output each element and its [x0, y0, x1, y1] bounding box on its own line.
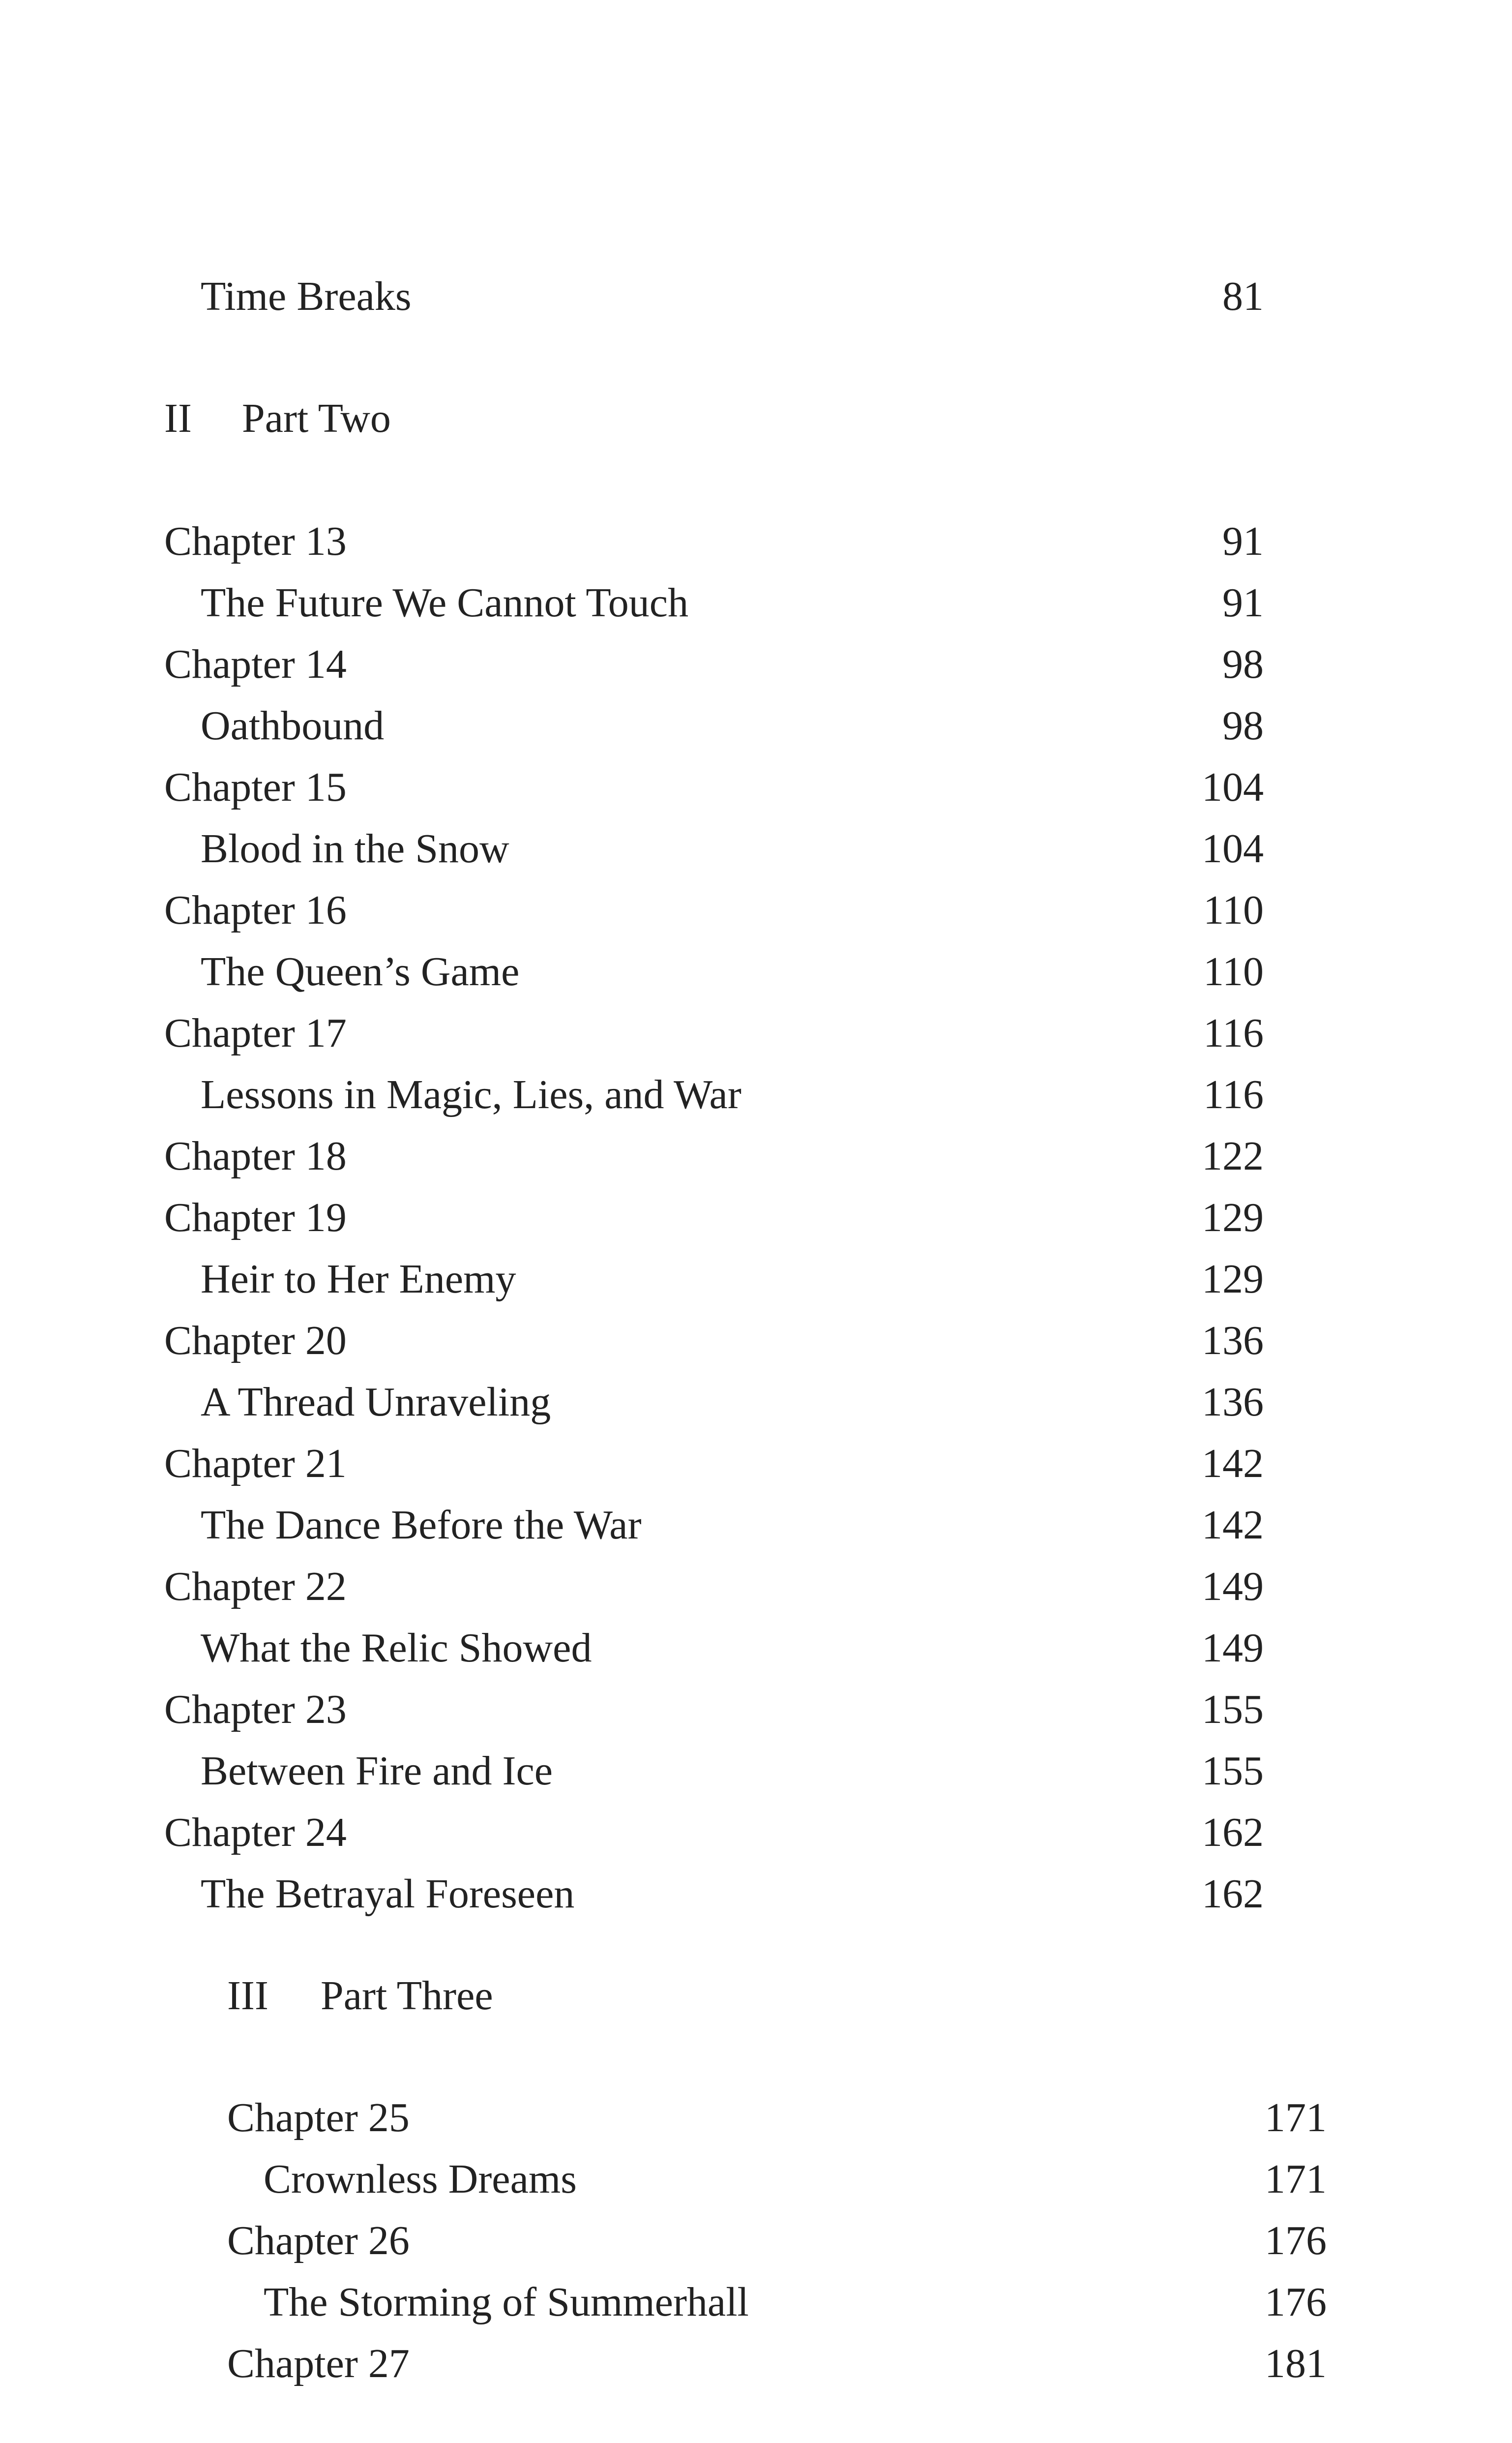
toc-entry-title: Between Fire and Ice	[201, 1748, 553, 1794]
toc-chapter-entry	[164, 1679, 1264, 1740]
toc-entry-page: 110	[1203, 949, 1264, 995]
toc-subtitle-entry	[164, 818, 1264, 879]
toc-subtitle-entry	[164, 1494, 1264, 1556]
toc-entry-page: 116	[1203, 1072, 1264, 1117]
toc-entry-page: 116	[1203, 1010, 1264, 1056]
toc-subtitle-entry	[164, 695, 1264, 756]
toc-entry-page: 171	[1265, 2156, 1327, 2202]
toc-entry-title: Chapter 18	[164, 1133, 347, 1179]
part-title: Part Three	[321, 1973, 493, 2019]
toc-entry-title: Chapter 26	[227, 2218, 410, 2263]
toc-entry-page: 98	[1222, 703, 1264, 749]
toc-subtitle-entry	[164, 1617, 1264, 1679]
toc-entry-title: Lessons in Magic, Lies, and War	[201, 1072, 741, 1117]
toc-subtitle-entry	[227, 2148, 1327, 2210]
toc-subtitle-entry	[164, 1064, 1264, 1125]
toc-entry-title: The Betrayal Foreseen	[201, 1871, 575, 1917]
toc-entry-title: Chapter 24	[164, 1810, 347, 1855]
toc-entry-title: Chapter 27	[227, 2341, 410, 2386]
toc-entry-title: What the Relic Showed	[201, 1625, 592, 1671]
toc-entry-page: 142	[1202, 1441, 1264, 1486]
toc-entry-title: Heir to Her Enemy	[201, 1256, 516, 1302]
toc-entry-page: 176	[1265, 2218, 1327, 2263]
toc-entry-title: The Queen’s Game	[201, 949, 520, 995]
toc-entry-page: 91	[1222, 580, 1264, 626]
toc-chapter-entry	[164, 1002, 1264, 1064]
toc-entry-title: Time Breaks	[201, 273, 412, 319]
toc-entry-title: Chapter 21	[164, 1441, 347, 1486]
toc-chapter-entry	[227, 2087, 1327, 2148]
toc-entry-page: 149	[1202, 1625, 1264, 1671]
toc-entry-page: 129	[1202, 1195, 1264, 1240]
part-title: Part Two	[242, 395, 391, 441]
toc-chapter-entry	[164, 1556, 1264, 1617]
toc-entry-title: Blood in the Snow	[201, 826, 509, 872]
toc-entry-page: 129	[1202, 1256, 1264, 1302]
toc-chapter-entry	[164, 633, 1264, 695]
toc-entry-title: Chapter 20	[164, 1318, 347, 1363]
toc-entry-page: 91	[1222, 518, 1264, 564]
toc-entry-page: 162	[1202, 1871, 1264, 1917]
part-numeral: II	[164, 395, 192, 441]
toc-entry-title: Chapter 17	[164, 1010, 347, 1056]
toc-entry-page: 162	[1202, 1810, 1264, 1855]
toc-subtitle-entry	[164, 1740, 1264, 1802]
toc-entry-title: Chapter 23	[164, 1687, 347, 1732]
toc-entry-page: 110	[1203, 887, 1264, 933]
toc-chapter-entry	[164, 1310, 1264, 1371]
toc-entry-title: Chapter 19	[164, 1195, 347, 1240]
toc-entry-page: 142	[1202, 1502, 1264, 1548]
toc-chapter-entry	[164, 1125, 1264, 1187]
toc-entry-title: Oathbound	[201, 703, 385, 749]
toc-subtitle-entry	[227, 2271, 1327, 2333]
toc-entry-page: 155	[1202, 1687, 1264, 1732]
toc-entry-title: Chapter 25	[227, 2095, 410, 2141]
toc-chapter-entry	[164, 756, 1264, 818]
toc-entry-page: 136	[1202, 1379, 1264, 1425]
toc-entry-page: 81	[1222, 273, 1264, 319]
toc-entry-title: Chapter 14	[164, 641, 347, 687]
toc-entry-title: The Dance Before the War	[201, 1502, 642, 1548]
toc-subtitle-entry	[164, 1863, 1264, 1925]
toc-entry-title: Chapter 22	[164, 1564, 347, 1609]
toc-entry-page: 155	[1202, 1748, 1264, 1794]
toc-subtitle-entry	[164, 1248, 1264, 1310]
toc-entry-page: 181	[1265, 2341, 1327, 2386]
toc-subtitle-entry	[164, 1371, 1264, 1433]
toc-entry-page: 104	[1202, 764, 1264, 810]
toc-chapter-entry	[164, 511, 1264, 572]
toc-chapter-entry	[227, 2210, 1327, 2271]
toc-entry-page: 122	[1202, 1133, 1264, 1179]
toc-chapter-entry	[164, 1433, 1264, 1494]
toc-subtitle-entry	[164, 572, 1264, 633]
toc-entry-page: 104	[1202, 826, 1264, 872]
toc-entry-title: Chapter 13	[164, 518, 347, 564]
part-numeral: III	[227, 1973, 268, 2019]
toc-entry-page: 136	[1202, 1318, 1264, 1363]
toc-entry-page: 176	[1265, 2279, 1327, 2325]
toc-chapter-entry	[164, 1802, 1264, 1863]
toc-entry-time-breaks	[164, 266, 1264, 327]
toc-chapter-entry	[164, 879, 1264, 941]
toc-entry-page: 98	[1222, 641, 1264, 687]
toc-entry-title: The Storming of Summerhall	[264, 2279, 749, 2325]
toc-chapter-entry	[164, 1187, 1264, 1248]
toc-entry-page: 171	[1265, 2095, 1327, 2141]
toc-entry-title: Chapter 15	[164, 764, 347, 810]
toc-entry-title: Crownless Dreams	[264, 2156, 577, 2202]
toc-entry-title: Chapter 16	[164, 887, 347, 933]
toc-entry-page: 149	[1202, 1564, 1264, 1609]
toc-subtitle-entry	[164, 941, 1264, 1002]
toc-entry-title: The Future We Cannot Touch	[201, 580, 689, 626]
toc-entry-title: A Thread Unraveling	[201, 1379, 551, 1425]
toc-chapter-entry	[227, 2333, 1327, 2394]
